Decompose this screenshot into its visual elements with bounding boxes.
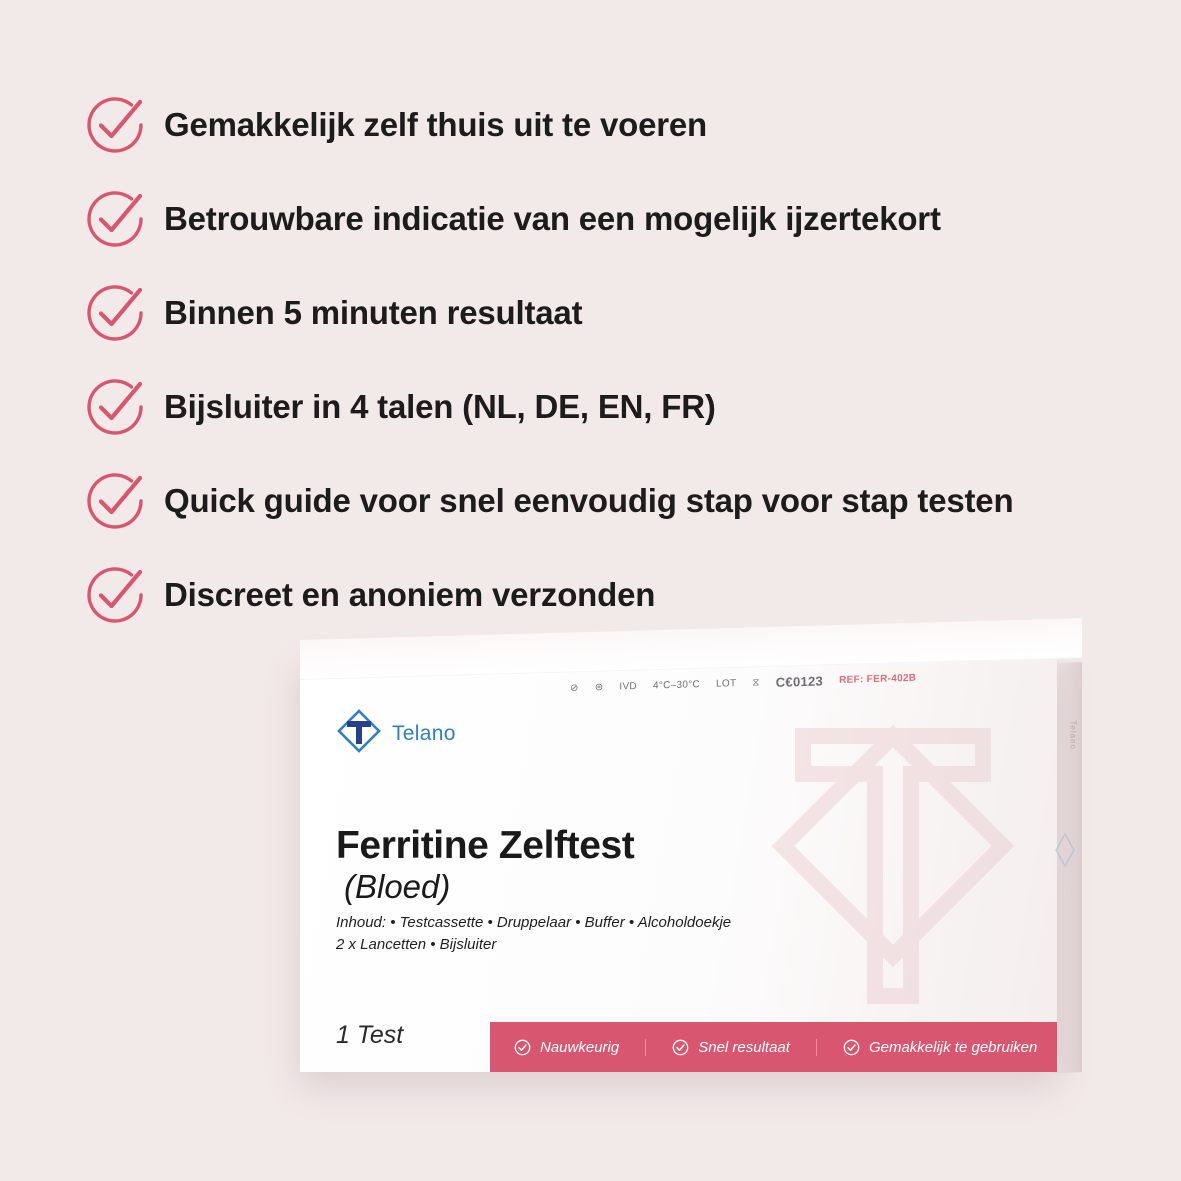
check-circle-icon [514, 1039, 531, 1056]
temperature-range-icon: 4°C–30°C [652, 678, 701, 692]
expiry-icon: ⧖ [752, 676, 760, 689]
product-package [300, 640, 1082, 1072]
package-front-panel [300, 656, 1057, 1072]
band-item [672, 1039, 817, 1056]
telano-watermark-icon [743, 696, 1043, 1036]
feature-band [490, 1022, 1057, 1072]
ref-code-label: REF: FER-402B [839, 672, 917, 686]
benefit-label: Bijsluiter in 4 talen (NL, DE, EN, FR) [164, 388, 716, 425]
consult-instructions-icon: ⊜ [594, 681, 604, 693]
benefit-label: Discreet en anoniem verzonden [164, 576, 656, 613]
band-item-label: Gemakkelijk te gebruiken [868, 1038, 1038, 1056]
check-circle-icon [843, 1039, 860, 1056]
band-item [514, 1039, 646, 1056]
product-contents [336, 912, 766, 956]
check-circle-icon [84, 94, 146, 156]
benefit-label: Betrouwbare indicatie van een mogelijk ijzertekort [164, 200, 941, 237]
ivd-icon: IVD [619, 680, 637, 693]
product-title: Ferritine Zelftest [336, 824, 635, 867]
list-item [84, 266, 1084, 360]
check-circle-icon [84, 188, 146, 250]
brand-name: Telano [392, 721, 456, 745]
product-subtitle: (Bloed) [344, 868, 451, 905]
contents-line-2: 2 x Lancetten • Bijsluiter [336, 935, 497, 953]
check-circle-icon [84, 470, 146, 532]
check-circle-icon [84, 564, 146, 626]
check-circle-icon [84, 376, 146, 438]
check-circle-icon [84, 282, 146, 344]
brand-lockup [336, 708, 456, 759]
list-item [84, 454, 1084, 548]
benefits-list [84, 78, 1084, 642]
band-item-label: Nauwkeurig [540, 1038, 620, 1056]
ce-mark-icon: C€0123 [775, 672, 824, 690]
do-not-reuse-icon: ⊘ [570, 682, 579, 694]
benefit-label: Quick guide voor snel eenvoudig stap voor stap testen [164, 482, 1014, 519]
check-circle-icon [672, 1039, 689, 1056]
contents-line-1: Inhoud: • Testcassette • Druppelaar • Buffer • Alcoholdoekje [336, 914, 732, 931]
telano-side-logo-icon [1054, 830, 1076, 870]
list-item [84, 172, 1084, 266]
test-count-label: 1 Test [336, 1021, 404, 1049]
band-item-label: Snel resultaat [698, 1038, 790, 1056]
benefit-label: Binnen 5 minuten resultaat [164, 294, 583, 331]
list-item [84, 360, 1084, 454]
benefit-label: Gemakkelijk zelf thuis uit te voeren [164, 106, 707, 143]
telano-logo-icon [336, 708, 382, 759]
band-item [843, 1039, 1037, 1056]
package-side-brand-text: Telano [1069, 720, 1078, 750]
list-item [84, 78, 1084, 172]
lot-icon: LOT [716, 677, 737, 690]
